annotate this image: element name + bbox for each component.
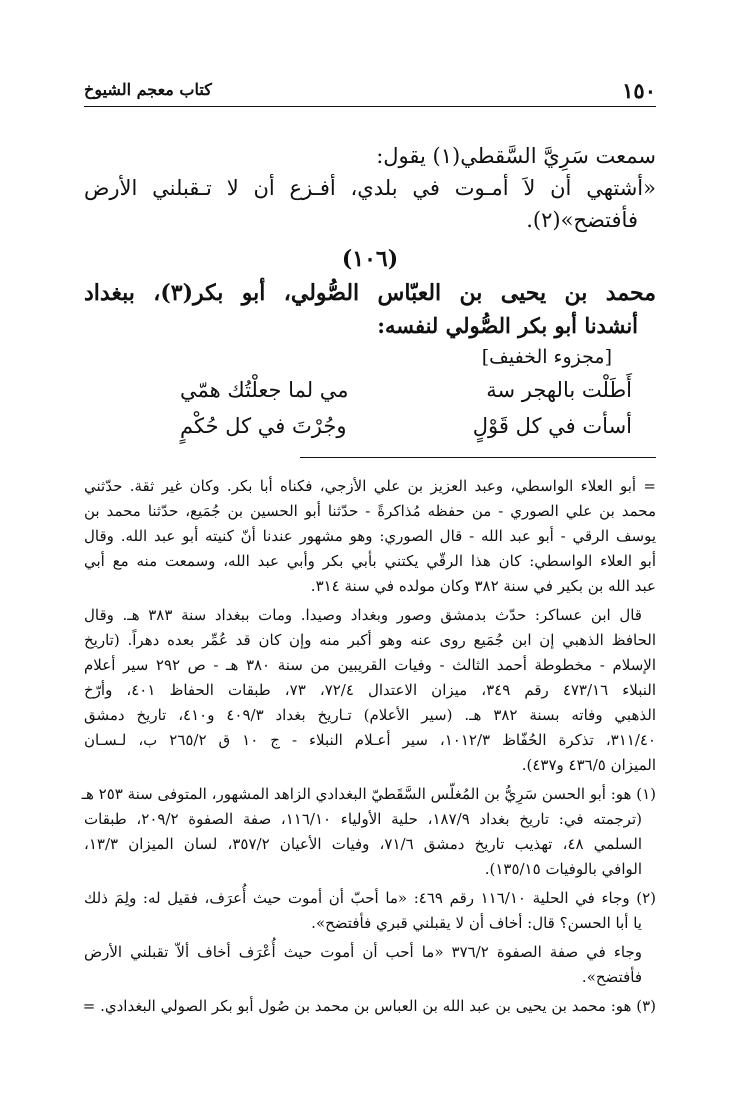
poetic-meter: [مجزوء الخفيف] bbox=[481, 346, 612, 368]
verse-second-hemistich: مي لما جعلْتُك همّي bbox=[180, 378, 349, 402]
footnote-1 bbox=[81, 782, 656, 882]
footnotes bbox=[81, 470, 657, 1019]
verse-second-hemistich: وجُرْتَ في كل حُكْمٍ bbox=[180, 414, 347, 438]
footnote-line: فأفتضح». bbox=[581, 968, 642, 986]
entry-number: (١٠٦) bbox=[341, 246, 399, 272]
footnote-line: ٣١١/٤٠، تذكرة الحُفّاظ ١٠١٢/٣، سير أعـلام النبلاء - ج ١٠ ق ٢٦٥/٢ ب، لـسـان bbox=[84, 731, 656, 749]
footnote-line: قال ابن عساكر: حدّث بدمشق وصور وبغداد وصيدا. ومات ببغداد سنة ٣٨٣ هـ. وقال bbox=[84, 606, 642, 624]
footnote-continuation bbox=[84, 474, 656, 599]
footnote-line: الحافظ الذهبي إن ابن جُمَيع روى عنه وهو أكبر منه وإن كان قد عُمِّر بعده دهراً. (تاريخ bbox=[84, 631, 656, 649]
recitation-line: أنشدنا أبو بكر الصُّولي لنفسه: bbox=[377, 313, 638, 338]
book-title: كتاب معجم الشيوخ bbox=[84, 80, 212, 99]
main-text bbox=[84, 140, 656, 444]
footnote-line: أبو العلاء الواسطي: كان هذا الرقّي يكتني بأبي بكر وأبي عبد الله، وسمعت منه مع أبي bbox=[84, 552, 656, 570]
footnote-line: الإسلام - مخطوطة أحمد الثالث - وفيات القريبين من سنة ٣٨٠ هـ - ص ٢٩٢ سير أعلام bbox=[84, 656, 656, 674]
footnote-line: الوافي بالوفيات ١٣٥/١٥). bbox=[484, 860, 642, 878]
footnote-line: = أبو العلاء الواسطي، وعبد العزيز بن علي الأزجي، فكناه أبا بكر. وكان غير ثقة. حدّثني bbox=[84, 477, 656, 495]
footnote-3 bbox=[84, 994, 656, 1019]
footnote-2-continued bbox=[84, 940, 656, 990]
footnote-line: (٢) وجاء في الحلية ١١٦/١٠ رقم ٤٦٩: «ما أحبّ أن أموت حيث أُعرَف، فقيل له: ولِمَ ذلك bbox=[84, 889, 656, 907]
footnote-line: (ترجمته في: تاريخ بغداد ١٨٧/٩، حلية الأولياء ١١٦/١٠، صفة الصفوة ٢٠٩/٢، طبقات bbox=[84, 810, 642, 828]
footnote-line: الميزان ٤٣٦/٥ و٤٣٧). bbox=[521, 756, 656, 774]
footnote-line: يا أبا الحسن؟ قال: أخاف أن لا يقبلني قبري فأفتضح». bbox=[311, 914, 642, 932]
footnote-divider bbox=[300, 457, 656, 458]
running-header bbox=[84, 78, 656, 107]
quote-line: «أشتهي أن لاَ أمـوت في بلدي، أفـزع أن لا تـقبلني الأرض bbox=[84, 176, 656, 200]
footnote-line: (١) هو: أبو الحسن سَرِيُّ بن المُغلّس السَّقَطيّ البغدادي الزاهد المشهور، المتوفى سنة ٢٥٣ هـ bbox=[81, 785, 656, 803]
footnote-line: (٣) هو: محمد بن يحيى بن عبد الله بن العباس بن محمد بن صُول أبو بكر الصولي البغدادي. = bbox=[82, 997, 656, 1015]
verse-first-hemistich: أسأت في كل قَوْلٍ bbox=[472, 414, 632, 438]
footnote-line: وجاء في صفة الصفوة ٣٧٦/٢ «ما أحب أن أموت حيث أُعْرَف أخاف ألاّ تقبلني الأرض bbox=[84, 943, 642, 961]
verse-line bbox=[84, 372, 656, 408]
footnote-paragraph bbox=[84, 603, 656, 778]
footnote-line: محمد بن علي الصوري - من حفظه مُذاكرةً - حدّثنا أبو الحسين بن جُمَيع، حدّثنا محمد بن bbox=[84, 502, 656, 520]
verse-line bbox=[84, 408, 656, 444]
quote-line: فأفتضح»(٢). bbox=[526, 208, 638, 232]
footnote-line: النبلاء ٤٧٣/١٦ رقم ٣٤٩، ميزان الاعتدال ٧٢/٤، ٧٣، طبقات الحفاظ ٤٠١، وأرّخ bbox=[84, 681, 657, 699]
footnote-line: السلمي ٤٨، تهذيب تاريخ دمشق ٧١/٦، وفيات الأعيان ٣٥٧/٢، لسان الميزان ١٣/٣، bbox=[84, 835, 643, 853]
footnote-2 bbox=[84, 886, 656, 936]
verse-first-hemistich: أَطَلْت بالهجر سة bbox=[486, 378, 632, 402]
footnote-line: عبد الله بن بكير في سنة ٣٨٢ وكان مولده في سنة ٣١٤. bbox=[310, 577, 656, 595]
entry-title: محمد بن يحيى بن العبّاس الصُّولي، أبو بكر(٣)، ببغداد bbox=[84, 280, 656, 306]
page-number: ١٥٠ bbox=[622, 78, 656, 103]
narration-line: سمعت سَرِيَّ السَّقطي(١) يقول: bbox=[376, 144, 656, 168]
footnote-line: الذهبي وفاته بسنة ٣٨٢ هـ. (سير الأعلام) تـاريخ بغداد ٤٠٩/٣ و٤١٠، تاريخ دمشق bbox=[84, 706, 656, 724]
footnote-line: يوسف الرقي - أبو عبد الله - قال الصوري: وهو مشهور عندنا أنّ كنيته أبو عبد الله. وقال bbox=[84, 527, 656, 545]
